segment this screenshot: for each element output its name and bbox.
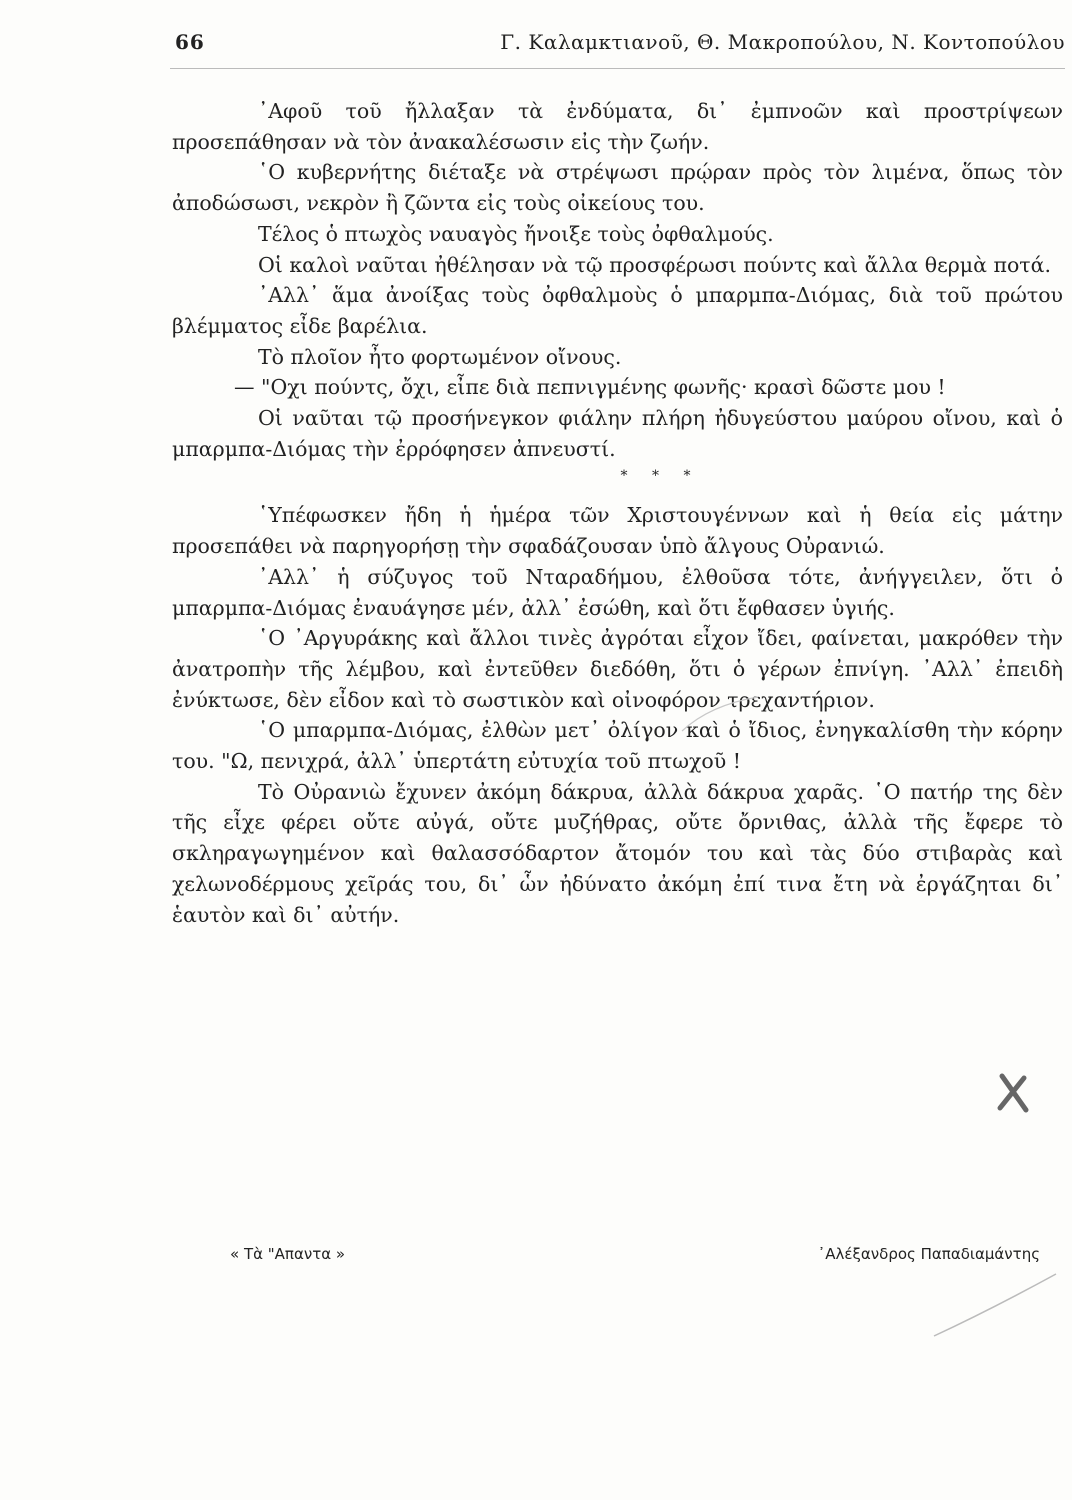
paragraph-13: Τὸ Οὐρανιὼ ἔχυνεν ἀκόμη δάκρυα, ἀλλὰ δάκρυα χαρᾶς. ῾Ο πατήρ της δὲν τῆς εἶχε φέρει οὔτε αὐγά, οὔτε μυζήθρας, οὔτε ὄρνιθας, ἀλλὰ τῆς ἔφερε τὸ σκληραγωγημένον καὶ θαλασσόδαρτον ἄτομόν του καὶ τὰς δύο στιβαρὰς καὶ χελωνοδέρμους χεῖράς του, δι᾿ ὧν ἠδύνατο ἀκόμη ἐπί τινα ἔτη νὰ ἐργάζηται δι᾿ ἑαυτὸν καὶ δι᾿ αὐτήν. bbox=[172, 779, 1063, 927]
paragraph-4: Οἱ καλοὶ ναῦται ἠθέλησαν νὰ τῷ προσφέρωσι πούντς καὶ ἄλλα θερμὰ ποτά. bbox=[258, 252, 1051, 277]
paragraph-9: ῾Υπέφωσκεν ἤδη ἡ ἡμέρα τῶν Χριστουγέννων καὶ ἡ θεία εἰς μάτην προσεπάθει νὰ παρηγορήσῃ τὴν σφαδάζουσαν ὑπὸ ἄλγους Οὐρανιώ. bbox=[172, 503, 1063, 559]
paragraph-5: ᾿Αλλ᾿ ἅμα ἀνοίξας τοὺς ὀφθαλμοὺς ὁ μπαρμπα-Διόμας, διὰ τοῦ πρώτου βλέμματος εἶδε βαρέλια. bbox=[172, 283, 1063, 338]
paragraph-8: Οἱ ναῦται τῷ προσήνεγκον φιάλην πλήρη ἠδυγεύστου μαύρου οἴνου, καὶ ὁ μπαρμπα-Διόμας τὴν ἐρρόφησεν ἀπνευστί. bbox=[172, 406, 1063, 461]
paragraph-3: Τέλος ὁ πτωχὸς ναυαγὸς ἤνοιξε τοὺς ὀφθαλμούς. bbox=[258, 221, 774, 246]
source-citation: « Τὰ "Απαντα » bbox=[230, 1245, 346, 1263]
body-text bbox=[172, 96, 1063, 930]
pencil-underline-mark bbox=[680, 695, 760, 735]
page-number: 66 bbox=[175, 30, 205, 54]
author-signature: ᾿Αλέξανδρος Παπαδιαμάντης bbox=[817, 1245, 1040, 1263]
paragraph-6: Τὸ πλοῖον ἦτο φορτωμένον οἴνους. bbox=[258, 344, 622, 369]
header-rule bbox=[170, 68, 1065, 69]
paragraph-11: ῾Ο ᾿Αργυράκης καὶ ἄλλοι τινὲς ἀγρόται εἶχον ἴδει, φαίνεται, μακρόθεν τὴν ἀνατροπὴν τῆς λέμβου, καὶ ἐντεῦθεν διεδόθη, ὅτι ὁ γέρων ἐπνίγη. ᾿Αλλ᾿ ἐπειδὴ ἐνύκτωσε, δὲν εἶδον καὶ τὸ σωστικὸν καὶ οἰνοφόρον τρεχαντήριον. bbox=[172, 626, 1063, 712]
page-header bbox=[175, 30, 1065, 62]
paragraph-2: ῾Ο κυβερνήτης διέταξε νὰ στρέψωσι πρῴραν πρὸς τὸν λιμένα, ὅπως τὸν ἀποδώσωσι, νεκρὸν ἢ ζῶντα εἰς τοὺς οἰκείους του. bbox=[172, 160, 1063, 216]
running-head-authors: Γ. Καλαμκτιανοῦ, Θ. Μακροπούλου, Ν. Κοντοπούλου bbox=[500, 30, 1065, 54]
pencil-x-mark bbox=[996, 1072, 1030, 1114]
paragraph-7-dialogue: — "Οχι πούντς, ὄχι, εἶπε διὰ πεπνιγμένης φωνῆς· κρασὶ δῶστε μου ! bbox=[234, 375, 946, 400]
pencil-scribble-mark bbox=[930, 1270, 1060, 1340]
paragraph-12: ῾Ο μπαρμπα-Διόμας, ἐλθὼν μετ᾿ ὀλίγον καὶ ὁ ἴδιος, ἐνηγκαλίσθη τὴν κόρην του. "Ω, πενιχρά, ἀλλ᾿ ὑπερτάτη εὐτυχία τοῦ πτωχοῦ ! bbox=[172, 718, 1063, 774]
section-separator: * * * bbox=[620, 468, 701, 485]
paragraph-10: ᾿Αλλ᾿ ἡ σύζυγος τοῦ Νταραδήμου, ἐλθοῦσα τότε, ἀνήγγειλεν, ὅτι ὁ μπαρμπα-Διόμας ἐναυάγησε μέν, ἀλλ᾿ ἐσώθη, καὶ ὅτι ἔφθασεν ὑγιής. bbox=[172, 564, 1063, 620]
page-footer bbox=[230, 1245, 1040, 1275]
paragraph-1: ᾿Αφοῦ τοῦ ἤλλαξαν τὰ ἐνδύματα, δι᾿ ἐμπνοῶν καὶ προστρίψεων προσεπάθησαν νὰ τὸν ἀνακαλέσωσιν εἰς τὴν ζωήν. bbox=[172, 99, 1063, 154]
